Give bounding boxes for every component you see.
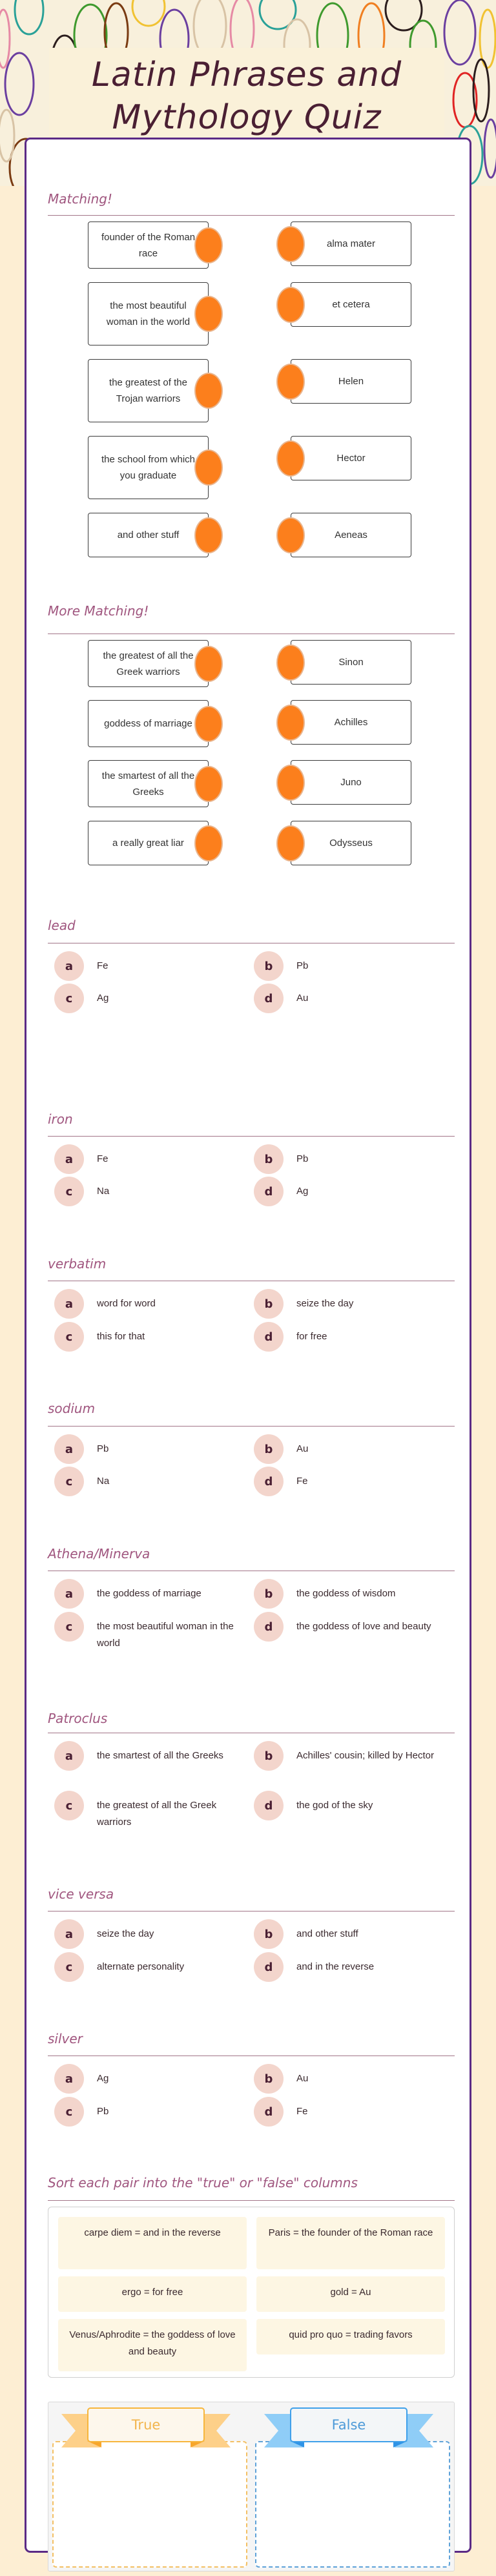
- option-text: Fe: [97, 1153, 108, 1164]
- match-left-label: the school from which you graduate: [101, 454, 196, 481]
- question-title-silver: silver: [48, 2031, 83, 2046]
- sort-card[interactable]: Paris = the founder of the Roman race: [256, 2217, 445, 2269]
- match-right-label: Helen: [338, 376, 364, 387]
- question-title-vice-versa: vice versa: [48, 1886, 114, 1902]
- sort-card[interactable]: quid pro quo = trading favors: [256, 2319, 445, 2354]
- option-letter: d: [254, 1791, 284, 1820]
- match-left-label: and other stuff: [117, 530, 180, 541]
- option-letter: d: [254, 1612, 284, 1642]
- option-text: the goddess of wisdom: [296, 1588, 396, 1599]
- option-letter: c: [54, 1612, 84, 1642]
- option-text: Na: [97, 1476, 110, 1487]
- answer-option-a[interactable]: [54, 2064, 248, 2094]
- divider: [48, 215, 455, 216]
- match-connector-dot[interactable]: [276, 226, 305, 262]
- option-text: Na: [97, 1186, 110, 1197]
- option-letter: b: [254, 1919, 284, 1949]
- option-letter: d: [254, 2097, 284, 2127]
- match-left-item[interactable]: [88, 436, 209, 499]
- match-connector-dot[interactable]: [194, 227, 223, 263]
- match-right-label: Sinon: [338, 657, 364, 668]
- option-text: Achilles' cousin; killed by Hector: [296, 1750, 434, 1761]
- match-left-item[interactable]: [88, 760, 209, 807]
- option-text: Au: [296, 2073, 309, 2084]
- option-letter: a: [54, 2064, 84, 2094]
- question-title-lead: lead: [48, 918, 76, 933]
- match-right-label: Odysseus: [329, 838, 373, 849]
- answer-option-a[interactable]: [54, 1579, 248, 1609]
- option-letter: d: [254, 984, 284, 1013]
- sort-card[interactable]: Venus/Aphrodite = the goddess of love and beauty: [58, 2319, 247, 2371]
- match-left-label: founder of the Roman race: [101, 231, 196, 259]
- sort-card[interactable]: gold = Au: [256, 2276, 445, 2312]
- option-letter: c: [54, 2097, 84, 2127]
- option-text: this for that: [97, 1331, 145, 1342]
- option-text: seize the day: [296, 1298, 354, 1309]
- option-letter: b: [254, 1434, 284, 1464]
- match-right-item[interactable]: [291, 640, 411, 685]
- option-letter: b: [254, 1289, 284, 1319]
- option-letter: c: [54, 1467, 84, 1496]
- option-text: Au: [296, 993, 309, 1004]
- match-left-item[interactable]: [88, 222, 209, 269]
- answer-option-d[interactable]: [254, 1467, 448, 1496]
- answer-option-d[interactable]: [254, 2097, 448, 2127]
- answer-option-d[interactable]: [254, 1791, 448, 1820]
- match-connector-dot[interactable]: [276, 440, 305, 477]
- option-text: Pb: [296, 1153, 309, 1164]
- answer-option-b[interactable]: [254, 1144, 448, 1174]
- match-connector-dot[interactable]: [276, 517, 305, 553]
- match-right-label: Achilles: [334, 717, 368, 728]
- answer-option-d[interactable]: [254, 1612, 448, 1642]
- match-connector-dot[interactable]: [276, 825, 305, 861]
- answer-option-c[interactable]: [54, 1322, 248, 1352]
- sort-card[interactable]: ergo = for free: [58, 2276, 247, 2312]
- match-left-label: the greatest of all the Greek warriors: [103, 650, 194, 677]
- answer-option-b[interactable]: [254, 1579, 448, 1609]
- answer-option-d[interactable]: [254, 984, 448, 1013]
- option-letter: a: [54, 1741, 84, 1771]
- match-connector-dot[interactable]: [276, 287, 305, 323]
- divider: [48, 1136, 455, 1137]
- answer-option-b[interactable]: [254, 1289, 448, 1319]
- match-connector-dot[interactable]: [194, 449, 223, 486]
- option-letter: a: [54, 1434, 84, 1464]
- option-text: the smartest of all the Greeks: [97, 1750, 223, 1761]
- match-connector-dot[interactable]: [194, 373, 223, 409]
- option-letter: c: [54, 984, 84, 1013]
- false-drop-zone[interactable]: [255, 2441, 450, 2568]
- page-title: Latin Phrases and Mythology Quiz: [91, 56, 402, 137]
- option-letter: a: [54, 1919, 84, 1949]
- option-text: the most beautiful woman in the world: [97, 1621, 234, 1649]
- match-right-label: Aeneas: [335, 530, 367, 541]
- match-connector-dot[interactable]: [194, 517, 223, 553]
- option-letter: b: [254, 1741, 284, 1771]
- option-letter: b: [254, 951, 284, 981]
- match-right-label: alma mater: [326, 238, 376, 249]
- answer-option-c[interactable]: [54, 984, 248, 1013]
- option-letter: c: [54, 1791, 84, 1820]
- match-right-item[interactable]: [291, 222, 411, 266]
- match-left-item[interactable]: [88, 821, 209, 865]
- answer-option-d[interactable]: [254, 1952, 448, 1982]
- option-text: the greatest of all the Greek warriors: [97, 1800, 217, 1828]
- option-text: word for word: [97, 1298, 156, 1309]
- match-right-item[interactable]: [291, 760, 411, 805]
- match-left-label: the smartest of all the Greeks: [101, 770, 195, 798]
- true-column-label: True: [87, 2407, 205, 2442]
- answer-option-a[interactable]: [54, 1919, 248, 1949]
- match-connector-dot[interactable]: [194, 766, 223, 802]
- answer-option-b[interactable]: [254, 2064, 448, 2094]
- option-text: Fe: [97, 960, 108, 971]
- match-left-item[interactable]: [88, 359, 209, 422]
- match-connector-dot[interactable]: [276, 644, 305, 681]
- sort-card[interactable]: carpe diem = and in the reverse: [58, 2217, 247, 2269]
- option-text: Pb: [97, 2106, 109, 2117]
- question-title-patroclus: Patroclus: [48, 1711, 108, 1726]
- question-title-iron: iron: [48, 1111, 73, 1127]
- match-right-label: Hector: [336, 453, 366, 464]
- option-letter: a: [54, 1144, 84, 1174]
- option-text: Ag: [97, 2073, 109, 2084]
- match-connector-dot[interactable]: [194, 296, 223, 332]
- answer-option-c[interactable]: [54, 1467, 248, 1496]
- true-false-columns: [48, 2402, 455, 2571]
- option-letter: a: [54, 1579, 84, 1609]
- option-text: for free: [296, 1331, 327, 1342]
- true-ribbon: [61, 2407, 231, 2454]
- section-title-sort: Sort each pair into the "true" or "false" columns: [48, 2175, 358, 2190]
- answer-option-c[interactable]: [54, 1612, 248, 1652]
- option-text: the goddess of love and beauty: [296, 1621, 431, 1632]
- match-connector-dot[interactable]: [194, 646, 223, 682]
- question-title-sodium: sodium: [48, 1401, 96, 1416]
- answer-option-d[interactable]: [254, 1322, 448, 1352]
- answer-option-a[interactable]: [54, 1741, 248, 1771]
- option-letter: d: [254, 1952, 284, 1982]
- true-drop-zone[interactable]: [52, 2441, 247, 2568]
- option-text: Fe: [296, 1476, 308, 1487]
- false-ribbon: [264, 2407, 433, 2454]
- option-letter: a: [54, 1289, 84, 1319]
- answer-option-a[interactable]: [54, 1289, 248, 1319]
- match-connector-dot[interactable]: [194, 706, 223, 742]
- option-letter: d: [254, 1322, 284, 1352]
- match-left-item[interactable]: [88, 513, 209, 557]
- option-letter: b: [254, 1144, 284, 1174]
- option-text: Pb: [97, 1443, 109, 1454]
- option-text: Au: [296, 1443, 309, 1454]
- match-left-item[interactable]: [88, 282, 209, 345]
- section-title-matching: Matching!: [48, 191, 112, 207]
- option-letter: d: [254, 1177, 284, 1206]
- option-text: seize the day: [97, 1928, 154, 1939]
- question-title-verbatim: verbatim: [48, 1256, 107, 1272]
- option-text: Pb: [296, 960, 309, 971]
- answer-option-d[interactable]: [254, 1177, 448, 1206]
- answer-option-b[interactable]: [254, 1741, 448, 1771]
- match-right-label: Juno: [340, 777, 362, 788]
- option-letter: c: [54, 1952, 84, 1982]
- match-left-label: the most beautiful woman in the world: [106, 300, 191, 327]
- match-connector-dot[interactable]: [276, 705, 305, 741]
- option-letter: b: [254, 2064, 284, 2094]
- match-right-item[interactable]: [291, 282, 411, 327]
- option-text: and in the reverse: [296, 1961, 375, 1972]
- match-connector-dot[interactable]: [276, 765, 305, 801]
- match-left-label: a really great liar: [112, 838, 184, 849]
- option-text: Fe: [296, 2106, 308, 2117]
- option-text: alternate personality: [97, 1961, 185, 1972]
- match-right-item[interactable]: [291, 700, 411, 745]
- match-left-item[interactable]: [88, 700, 209, 747]
- false-column-label: False: [290, 2407, 408, 2442]
- match-right-item[interactable]: [291, 359, 411, 404]
- answer-option-b[interactable]: [254, 951, 448, 981]
- answer-option-b[interactable]: [254, 1434, 448, 1464]
- sort-item-pool: [48, 2207, 455, 2378]
- answer-option-c[interactable]: [54, 1952, 248, 1982]
- option-letter: c: [54, 1177, 84, 1206]
- match-connector-dot[interactable]: [276, 364, 305, 400]
- answer-option-b[interactable]: [254, 1919, 448, 1949]
- answer-option-a[interactable]: [54, 1434, 248, 1464]
- answer-option-c[interactable]: [54, 1791, 248, 1831]
- section-title-more-matching: More Matching!: [48, 603, 149, 619]
- match-left-label: goddess of marriage: [104, 718, 192, 729]
- match-right-label: et cetera: [332, 299, 370, 310]
- match-left-item[interactable]: [88, 640, 209, 687]
- match-left-label: the greatest of the Trojan warriors: [109, 377, 187, 404]
- option-text: Ag: [296, 1186, 309, 1197]
- option-letter: d: [254, 1467, 284, 1496]
- divider: [48, 1426, 455, 1427]
- option-letter: b: [254, 1579, 284, 1609]
- match-right-item[interactable]: [291, 513, 411, 557]
- option-text: and other stuff: [296, 1928, 358, 1939]
- option-letter: c: [54, 1322, 84, 1352]
- match-connector-dot[interactable]: [194, 825, 223, 861]
- option-text: Ag: [97, 993, 109, 1004]
- option-text: the god of the sky: [296, 1800, 373, 1811]
- title-box: [49, 48, 444, 145]
- answer-option-a[interactable]: [54, 1144, 248, 1174]
- answer-option-c[interactable]: [54, 2097, 248, 2127]
- match-right-item[interactable]: [291, 436, 411, 480]
- answer-option-c[interactable]: [54, 1177, 248, 1206]
- quiz-card: [25, 138, 471, 2553]
- option-letter: a: [54, 951, 84, 981]
- divider: [48, 2200, 455, 2201]
- question-title-athena-minerva: Athena/Minerva: [48, 1546, 150, 1561]
- answer-option-a[interactable]: [54, 951, 248, 981]
- option-text: the goddess of marriage: [97, 1588, 202, 1599]
- match-right-item[interactable]: [291, 821, 411, 865]
